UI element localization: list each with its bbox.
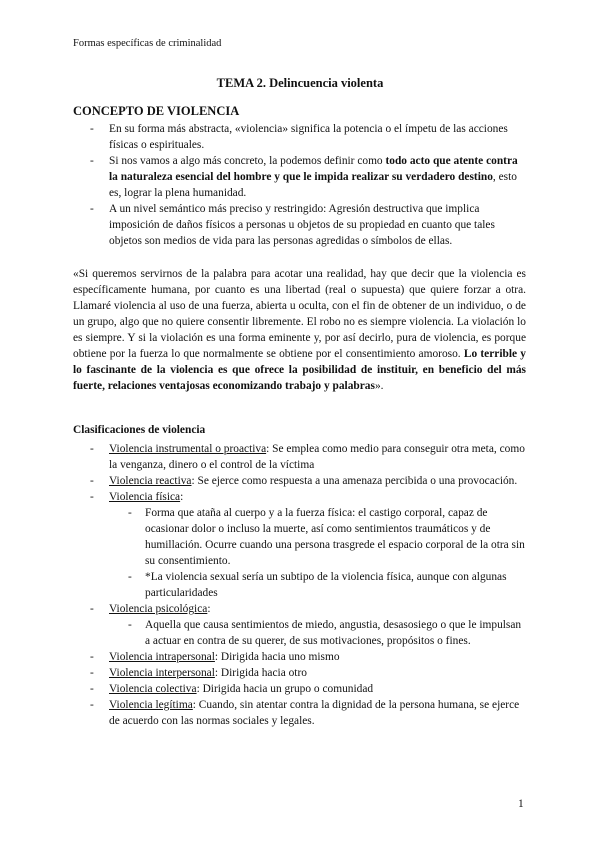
section-title: CONCEPTO DE VIOLENCIA [73,104,240,118]
classification-item [73,697,526,729]
quote-text: «Si queremos servirnos de la palabra para acotar una realidad, hay que decir que la violencia es específicamente humana, por cuanto es una libertad (real o supuesta) que quiere forzar a otra. Llamaré violencia al uso de una fuerza, abierta u oculta, con el fin de obtener de un individuo, o de un grupo, algo que no quiere consentir libremente. El robo no es siempre violencia. La violación lo es siempre. Y si la violación es una forma eminente y, por así decirlo, pura de violencia, es porque obtiene por la fuerza lo que normalmente se obtiene por el consentimiento amoroso. [73,268,526,360]
classification-desc: : [180,491,184,503]
sublist-item: - *La violencia sexual sería un subtipo de la violencia física, aunque con algunas particularidades [109,569,526,601]
quote-bold: Lo terrible y lo fascinante de la violencia es que ofrece la posibilidad de instituir, en beneficio del más fuerte, relaciones ventajosas economizando trabajo y palabras [73,348,526,392]
classification-desc: : [207,603,211,615]
classification-term: Violencia colectiva [109,683,197,695]
sublist [109,617,526,649]
classification-item [73,665,526,681]
classification-desc: : Dirigida hacia uno mismo [214,651,340,663]
page-number: 1 [518,798,524,810]
concept-item [73,153,526,201]
classification-term: Violencia instrumental o proactiva [109,443,267,455]
classifications-title: Clasificaciones de violencia [73,424,206,436]
concept-item-text: A un nivel semántico más preciso y restringido: Agresión destructiva que implica imposición de daños físicos a personas u objetos de su propiedad en cuanto que tales objetos son medios de vida para las personas agredidas o símbolos de ellas. [109,203,495,247]
concept-item-text: Si nos vamos a algo más concreto, la podemos definir como [109,155,386,167]
classification-term: Violencia intrapersonal [109,651,215,663]
concept-item-text: En su forma más abstracta, «violencia» significa la potencia o el ímpetu de las acciones físicas o espirituales. [109,123,508,151]
classification-item [73,601,526,649]
sublist [109,505,526,601]
classification-desc: : Dirigida hacia un grupo o comunidad [196,683,374,695]
classification-desc: : Cuando, sin atentar contra la dignidad de la persona humana, se ejerce de acuerdo con las normas sociales y legales. [109,699,520,727]
classification-term: Violencia interpersonal [109,667,215,679]
classification-desc: : Se ejerce como respuesta a una amenaza percibida o una provocación. [191,475,518,487]
classification-desc: : Se emplea como medio para conseguir otra meta, como la venganza, dinero o el control de la víctima [109,443,525,471]
concept-list [73,121,526,249]
classification-term: Violencia legítima [109,699,193,711]
classification-item [73,441,526,473]
concept-item [73,201,526,249]
concept-item-text: , esto es, lograr la plena humanidad. [109,171,517,199]
classification-term: Violencia reactiva [109,475,192,487]
sublist-item: - Forma que ataña al cuerpo y a la fuerza física: el castigo corporal, capaz de ocasionar dolor o incluso la muerte, así como sentimientos traumáticos y de humillación. Ocurre cuando una persona trasgrede el espacio corporal de la otra sin su consentimiento. [109,505,526,569]
concept-item-bold: todo acto que atente contra la naturaleza esencial del hombre y que le impida realizar su verdadero destino [109,155,518,183]
running-header: Formas específicas de criminalidad [73,38,222,49]
classification-item [73,649,526,665]
quote-end: ». [374,380,384,392]
classification-term: Violencia física [109,491,181,503]
classification-item [73,473,526,489]
classification-desc: : Dirigida hacia otro [214,667,307,679]
classification-item [73,489,526,601]
page-title: TEMA 2. Delincuencia violenta [216,76,384,90]
quote-paragraph [73,266,526,394]
classification-item [73,681,526,697]
classification-term: Violencia psicológica [109,603,208,615]
sublist-item: - Aquella que causa sentimientos de miedo, angustia, desasosiego o que le impulsan a actuar en contra de su querer, de sus motivaciones, propósitos o fines. [109,617,526,649]
concept-item [73,121,526,153]
classifications-list [73,441,526,729]
